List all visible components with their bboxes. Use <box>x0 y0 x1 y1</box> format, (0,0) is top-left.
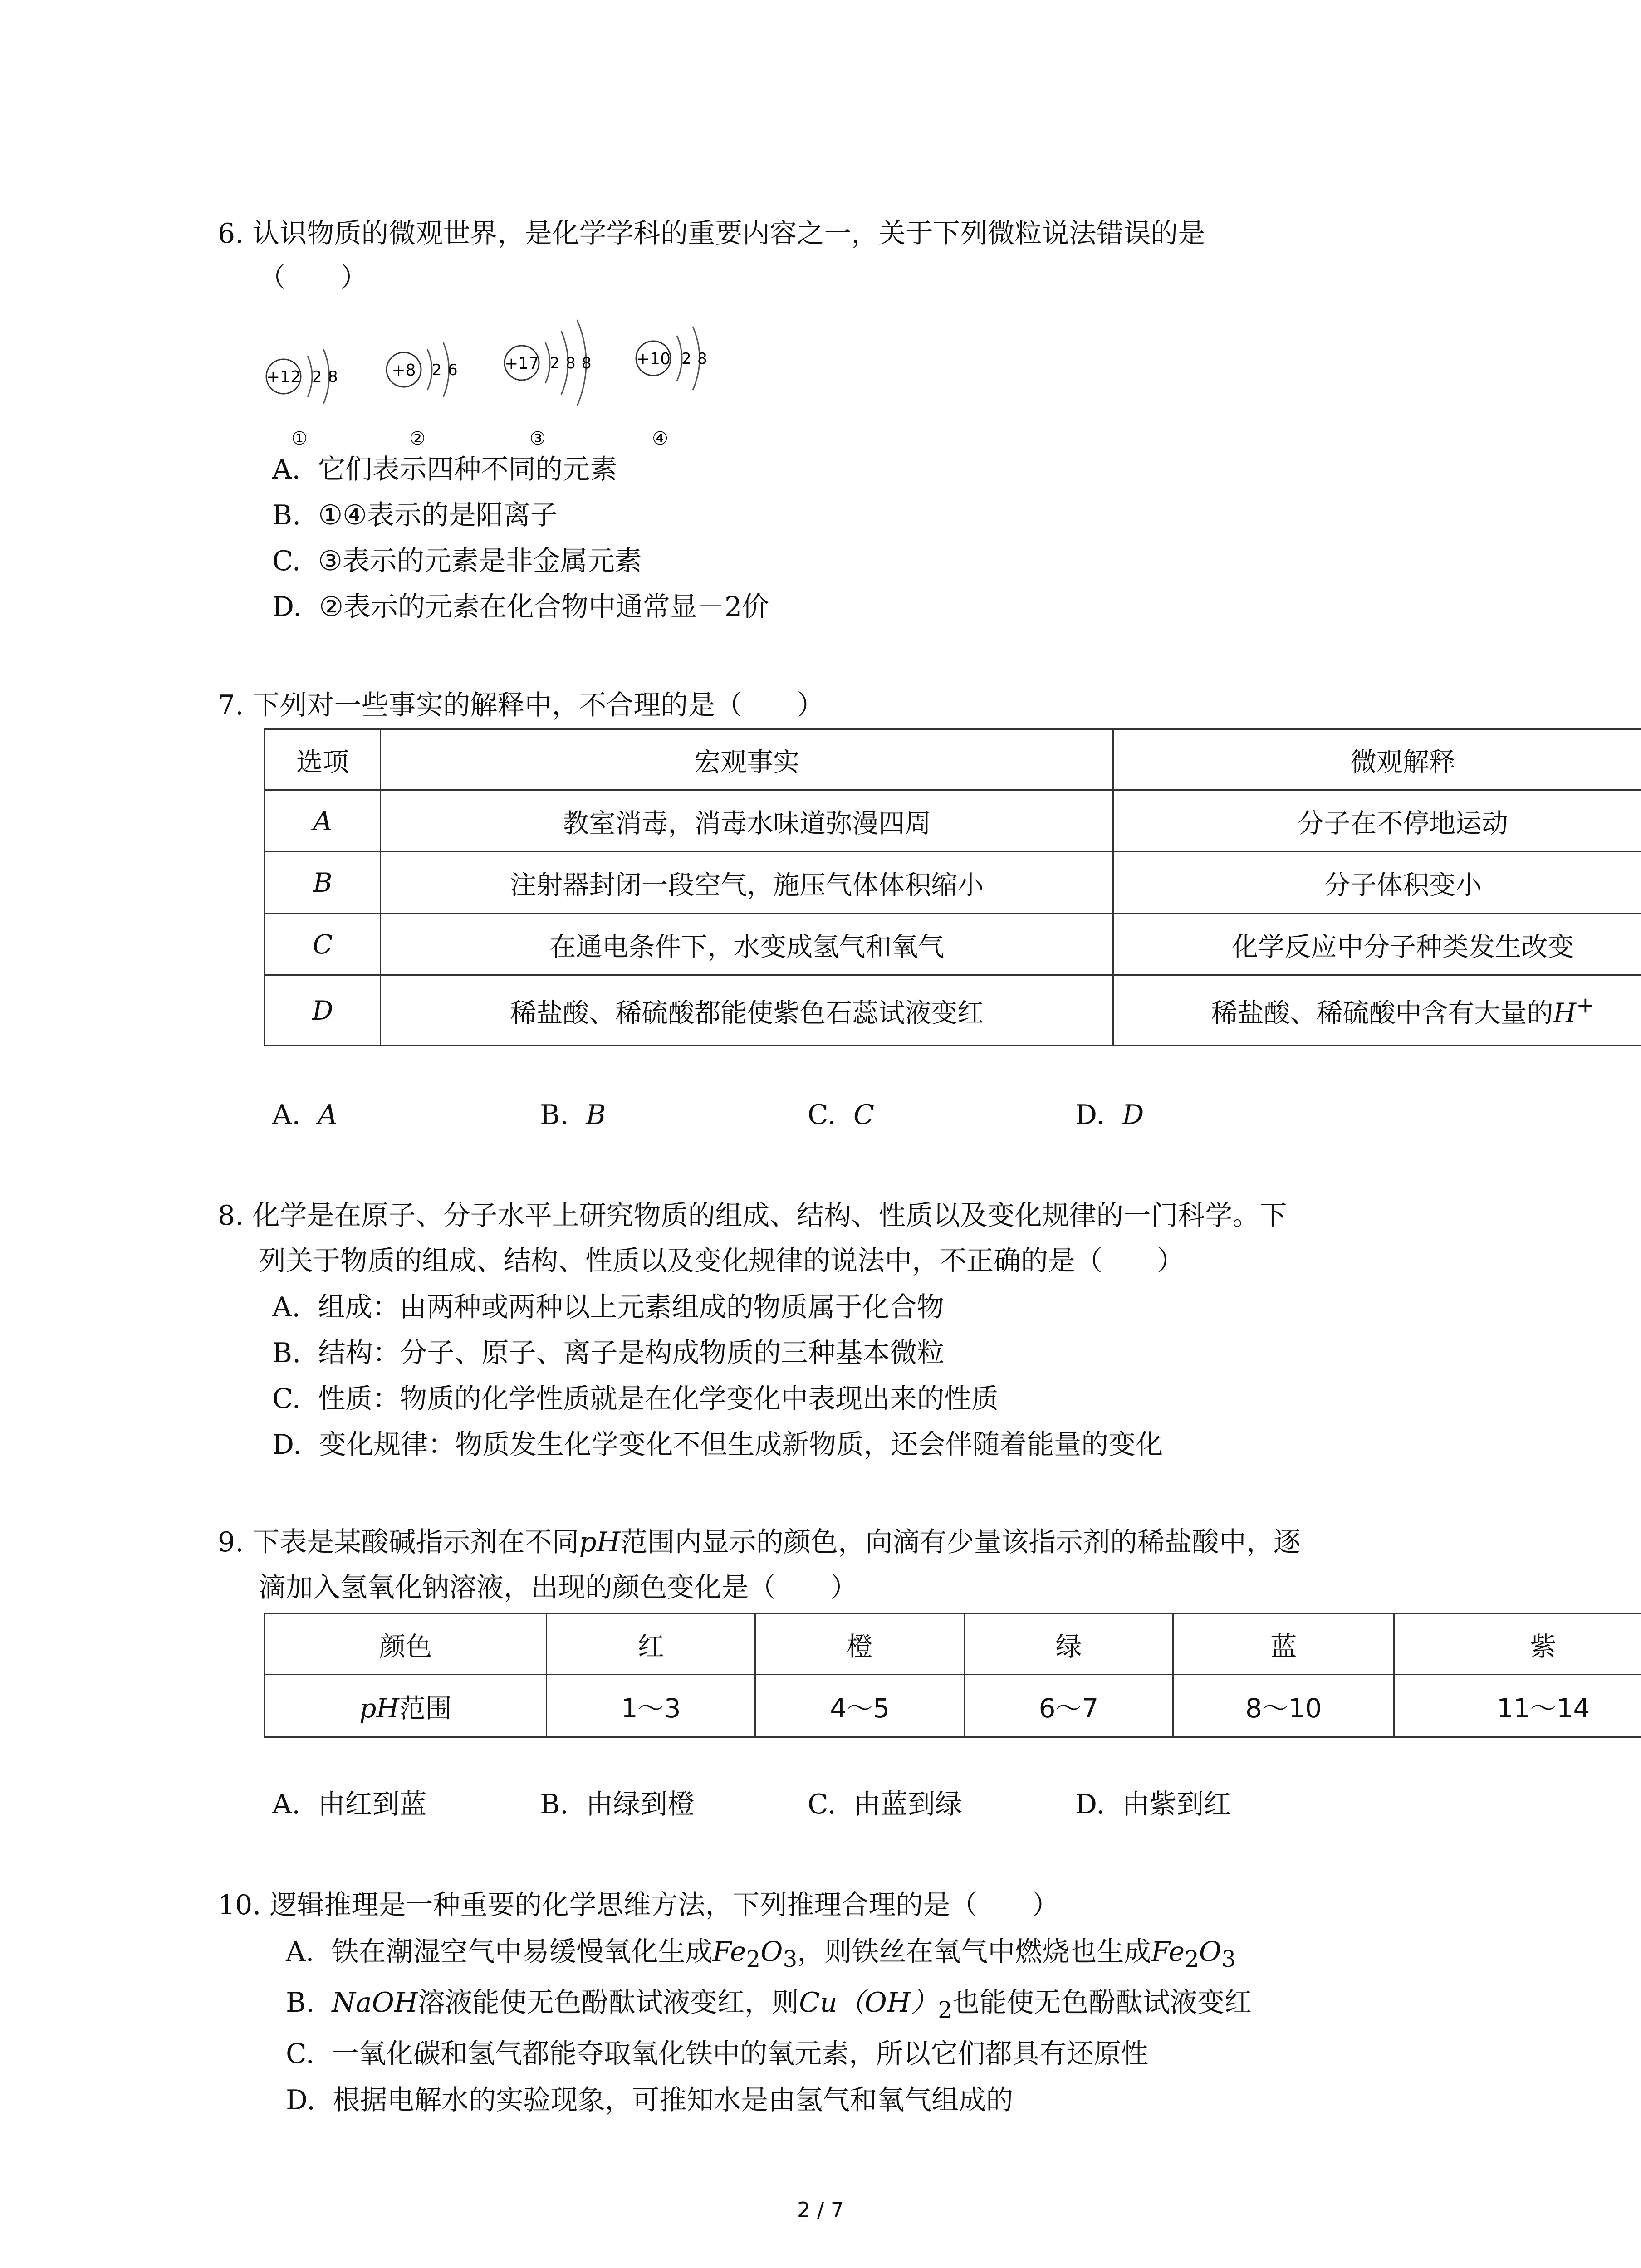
q6-blank: （ ） <box>259 262 367 293</box>
q7-number: 7. <box>218 689 244 721</box>
atom-3-label: ③ <box>529 428 546 449</box>
q9-stem: 9. 下表是某酸碱指示剂在不同pH范围内显示的颜色，向滴有少量该指示剂的稀盐酸中，逐 <box>218 1526 1301 1558</box>
q7-stem <box>218 683 824 728</box>
atom-1-diagram <box>266 349 338 449</box>
q7-stem-text: 下列对一些事实的解释中，不合理的是（ ） <box>252 689 824 721</box>
table-row: D 稀盐酸、稀硫酸都能使紫色石蕊试液变红 稀盐酸、稀硫酸中含有大量的H+ <box>265 975 1641 1046</box>
q10-option-d[interactable]: D. 根据电解水的实验现象，可推知水是由氢气和氧气组成的 <box>286 2084 1014 2116</box>
q9-option-d[interactable]: D. 由紫到红 <box>1075 1789 1231 1820</box>
table-row: C 在通电条件下，水变成氢气和氧气 化学反应中分子种类发生改变 <box>265 914 1641 975</box>
q7-option-d[interactable]: D. D <box>1075 1099 1144 1131</box>
atom-2-shell-2: 6 <box>448 361 458 379</box>
q6-number: 6. <box>218 218 244 249</box>
q6-option-d[interactable]: D. ②表示的元素在化合物中通常显－2价 <box>272 591 769 623</box>
q7-option-c[interactable]: C. C <box>808 1099 874 1131</box>
q10-option-a[interactable]: A. 铁在潮湿空气中易缓慢氧化生成$Fe_2O_3$，则铁丝在氧气中燃烧也生成$Fe_2O_3$ <box>286 1936 1236 1972</box>
atom-2-diagram <box>387 342 458 449</box>
table-row: B 注射器封闭一段空气，施压气体体积缩小 分子体积变小 <box>265 852 1641 914</box>
q10-number: 10. <box>218 1889 261 1921</box>
q8-option-d[interactable]: D. 变化规律：物质发生化学变化不但生成新物质，还会伴随着能量的变化 <box>272 1429 1163 1461</box>
table-row: A 教室消毒，消毒水味道弥漫四周 分子在不停地运动 <box>265 790 1641 852</box>
atom-4-shell-2: 8 <box>697 350 707 368</box>
atom-4-label: ④ <box>652 428 668 449</box>
q7-header-micro: 微观解释 <box>1113 729 1641 790</box>
q9-table-ph-row: pH范围 1～3 4～5 6～7 8～10 11～14 <box>265 1675 1641 1737</box>
hydrogen-ion: H <box>1553 997 1577 1028</box>
q6-option-b[interactable]: B. ①④表示的是阳离子 <box>272 499 558 531</box>
atom-1-shell-1: 2 <box>312 368 322 386</box>
atom-2-shell-1: 2 <box>432 361 442 379</box>
atom-3-shell-3: 8 <box>582 354 592 372</box>
q6-stem <box>218 211 1205 256</box>
q7-option-b[interactable]: B. B <box>540 1099 606 1131</box>
q8-number: 8. <box>218 1200 244 1232</box>
q9-option-a[interactable]: A. 由红到蓝 <box>272 1789 427 1820</box>
atom-2-nucleus: +8 <box>392 361 416 380</box>
q6-option-a[interactable]: A. 它们表示四种不同的元素 <box>272 454 617 485</box>
atom-2-label: ② <box>409 428 426 449</box>
q6-stem-text: 认识物质的微观世界，是化学学科的重要内容之一，关于下列微粒说法错误的是 <box>252 218 1205 249</box>
q10-stem-text: 逻辑推理是一种重要的化学思维方法，下列推理合理的是（ ） <box>269 1889 1059 1921</box>
atom-1-nucleus: +12 <box>266 368 301 386</box>
atom-1-label: ① <box>291 428 308 449</box>
page-number: 2 / 7 <box>797 2198 844 2222</box>
q10-stem <box>218 1882 1059 1928</box>
atom-3-shell-2: 8 <box>566 354 576 372</box>
q7-option-a[interactable]: A. A <box>272 1099 338 1131</box>
atom-4-nucleus: +10 <box>636 350 671 368</box>
q8-stem <box>218 1193 1287 1238</box>
q10-option-b[interactable]: B. NaOH溶液能使无色酚酞试液变红，则$Cu(OH)_2$也能使无色酚酞试液变红 <box>286 1987 1252 2023</box>
q9-option-c[interactable]: C. 由蓝到绿 <box>808 1789 962 1820</box>
q9-number: 9. <box>218 1526 244 1558</box>
q7-table <box>264 728 1641 1046</box>
atom-3-shell-1: 2 <box>550 354 560 372</box>
q9-table-color-row: 颜色 红 橙 绿 蓝 紫 <box>265 1614 1641 1675</box>
q9-table <box>264 1613 1641 1738</box>
q8-option-a[interactable]: A. 组成：由两种或两种以上元素组成的物质属于化合物 <box>272 1291 944 1323</box>
atom-1-shell-2: 8 <box>328 368 338 386</box>
atom-3-diagram <box>505 320 592 449</box>
q9-stem-line-2: 滴加入氢氧化钠溶液，出现的颜色变化是（ ） <box>259 1572 857 1603</box>
q8-option-b[interactable]: B. 结构：分子、原子、离子是构成物质的三种基本微粒 <box>272 1337 945 1369</box>
atom-4-diagram <box>636 327 707 449</box>
q7-header-option: 选项 <box>265 729 381 790</box>
q8-stem-line-2: 列关于物质的组成、结构、性质以及变化规律的说法中，不正确的是（ ） <box>259 1245 1184 1277</box>
q7-header-macro: 宏观事实 <box>381 729 1113 790</box>
q7-table-header <box>265 729 1641 790</box>
q6-atom-structure-figure <box>254 299 753 454</box>
q6-option-c[interactable]: C. ③表示的元素是非金属元素 <box>272 545 642 577</box>
q9-option-b[interactable]: B. 由绿到橙 <box>540 1789 695 1820</box>
q10-option-c[interactable]: C. 一氧化碳和氢气都能夺取氧化铁中的氧元素，所以它们都具有还原性 <box>286 2038 1148 2070</box>
atom-3-nucleus: +17 <box>505 354 539 373</box>
atom-4-shell-1: 2 <box>681 350 691 368</box>
q8-stem-line-1: 化学是在原子、分子水平上研究物质的组成、结构、性质以及变化规律的一门科学。下 <box>252 1200 1287 1232</box>
q8-option-c[interactable]: C. 性质：物质的化学性质就是在化学变化中表现出来的性质 <box>272 1383 999 1415</box>
hydrogen-ion-charge: + <box>1576 992 1595 1018</box>
